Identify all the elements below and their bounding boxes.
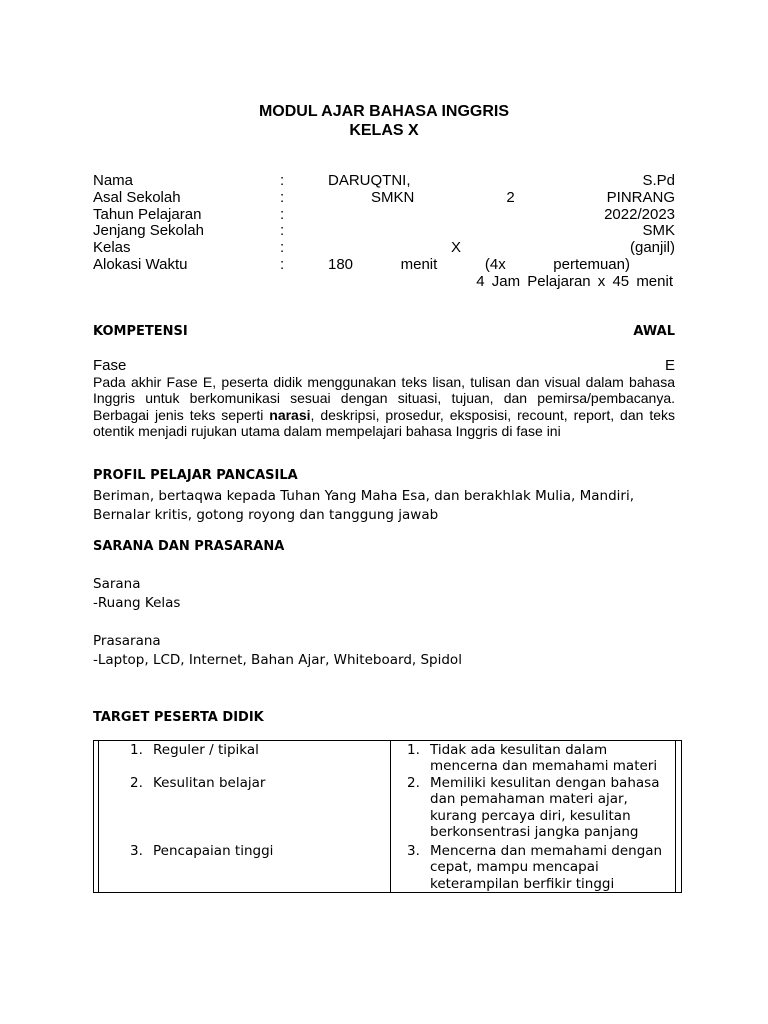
- identity-colon: :: [280, 206, 285, 223]
- target-right-line: Mencerna dan memahami dengan: [430, 843, 663, 859]
- table-border-left-inner: [98, 740, 99, 893]
- identity-label: Nama: [93, 172, 134, 189]
- fase-label: Fase: [93, 357, 127, 374]
- identity-label: Asal Sekolah: [93, 189, 181, 206]
- sarana-item: -Ruang Kelas: [93, 595, 181, 611]
- table-border-left: [93, 740, 94, 893]
- table-border-top: [93, 740, 682, 741]
- identity-colon: :: [280, 172, 285, 189]
- document-title: MODUL AJAR BAHASA INGGRIS: [258, 103, 510, 120]
- fase-text-bold: narasi: [269, 406, 311, 423]
- identity-colon: :: [280, 222, 285, 239]
- identity-label: Jenjang Sekolah: [93, 222, 204, 239]
- identity-row-tahun-pelajaran: [93, 206, 675, 223]
- table-border-right: [681, 740, 682, 893]
- identity-row-asal-sekolah: [93, 189, 675, 206]
- identity-label: Kelas: [93, 239, 131, 256]
- target-right-line: dan pemahaman materi ajar,: [430, 791, 628, 808]
- target-right-line: Tidak ada kesulitan dalam: [430, 742, 608, 758]
- profil-heading: PROFIL PELAJAR PANCASILA: [93, 468, 298, 483]
- sarana-label: Sarana: [93, 576, 141, 592]
- kompetensi-heading: KOMPETENSI: [93, 324, 188, 339]
- table-border-right-inner: [675, 740, 676, 893]
- target-right-line: mencerna dan memahami materi: [430, 758, 658, 775]
- target-heading: TARGET PESERTA DIDIK: [93, 710, 264, 725]
- sarana-heading: SARANA DAN PRASARANA: [93, 539, 285, 554]
- identity-value: 180 menit (4x pertemuan): [328, 256, 630, 273]
- target-table: 1. Reguler / tipikal 2. Kesulitan belajar 3. Pencapaian tinggi 1. Tidak ada kesulitan dalam mencerna dan memahami materi 2. Memiliki kesulitan dengan bahasa dan pemahaman materi ajar, kurang percaya diri, kesulitan berkonsentrasi jangka panjang 3. Mencerna dan memahami dengan cepat, mampu mencapai keterampilan berfikir tinggi: [93, 740, 682, 893]
- alokasi-detail: 4 Jam Pelajaran x 45 menit: [476, 273, 673, 290]
- target-right-line: Memiliki kesulitan dengan bahasa: [430, 775, 660, 791]
- target-right-line: cepat, mampu mencapai: [430, 859, 599, 876]
- identity-value: X (ganjil): [451, 239, 675, 256]
- alokasi-waktu-line-2: [93, 273, 675, 290]
- identity-row-jenjang-sekolah: [93, 222, 675, 239]
- prasarana-label: Prasarana: [93, 633, 161, 649]
- identity-row-kelas: [93, 239, 675, 256]
- profil-line-2: Bernalar kritis, gotong royong dan tanggung jawab: [93, 507, 439, 523]
- target-right-line: kurang percaya diri, kesulitan: [430, 807, 631, 824]
- identity-colon: :: [280, 256, 285, 273]
- prasarana-item: -Laptop, LCD, Internet, Bahan Ajar, Whiteboard, Spidol: [93, 652, 462, 668]
- identity-row-alokasi-waktu: [93, 256, 675, 273]
- identity-row-nama: [93, 172, 675, 189]
- target-right-line: berkonsentrasi jangka panjang: [430, 823, 639, 840]
- kompetensi-heading-right: AWAL: [633, 324, 675, 339]
- identity-label: Tahun Pelajaran: [93, 206, 202, 223]
- table-divider: [390, 740, 391, 893]
- fase-text-after: , deskripsi, prosedur, eksposisi, recount, report, dan teks otentik menjadi rujukan utama dalam mempelajari bahasa Inggris di fase ini: [93, 406, 675, 440]
- identity-value: 2022/2023: [604, 206, 675, 223]
- identity-colon: :: [280, 189, 285, 206]
- fase-text-before: Pada akhir Fase E, peserta didik menggunakan teks lisan, tulisan dan visual dalam bahasa Inggris untuk berkomunikasi sesuai dengan situasi, tujuan, dan pemirsa/pembacanya. Berbagai jenis teks seperti: [93, 374, 675, 423]
- profil-line-1: Beriman, bertaqwa kepada Tuhan Yang Maha Esa, dan berakhlak Mulia, Mandiri,: [93, 488, 635, 504]
- identity-value: DARUQTNI, S.Pd: [328, 172, 675, 189]
- identity-colon: :: [280, 239, 285, 256]
- identity-value: SMK: [642, 222, 675, 239]
- document-subtitle: KELAS X: [349, 122, 419, 139]
- identity-label: Alokasi Waktu: [93, 256, 188, 273]
- target-right-line: keterampilan berfikir tinggi: [430, 875, 615, 892]
- fase-description: [93, 374, 675, 440]
- identity-value: SMKN 2 PINRANG: [371, 189, 675, 206]
- table-border-bottom: [93, 892, 682, 893]
- fase-value: E: [664, 357, 675, 374]
